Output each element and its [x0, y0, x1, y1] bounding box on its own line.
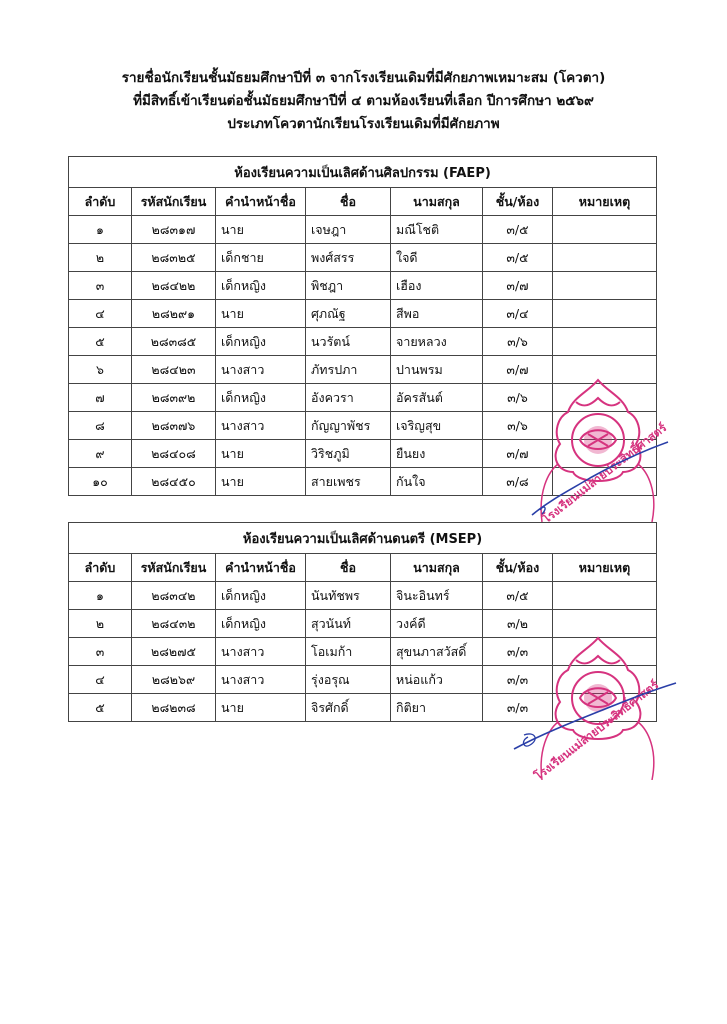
- cell-class: ๓/๓: [483, 666, 553, 694]
- header-col-note: หมายเหตุ: [553, 554, 657, 582]
- cell-no: ๒: [69, 610, 132, 638]
- cell-first-name: พิชฎา: [306, 272, 391, 300]
- cell-class: ๓/๔: [483, 300, 553, 328]
- cell-student-id: ๒๘๓๘๕: [132, 328, 216, 356]
- header-col-no: ลำดับ: [69, 554, 132, 582]
- header-col-student-id: รหัสนักเรียน: [132, 188, 216, 216]
- cell-no: ๒: [69, 244, 132, 272]
- cell-no: ๓: [69, 272, 132, 300]
- header-col-last-name: นามสกุล: [391, 554, 483, 582]
- cell-first-name: สุวนันท์: [306, 610, 391, 638]
- cell-first-name: อังควรา: [306, 384, 391, 412]
- cell-prefix: นางสาว: [216, 356, 306, 384]
- cell-last-name: มณีโชติ: [391, 216, 483, 244]
- cell-prefix: นาย: [216, 440, 306, 468]
- cell-first-name: วิริชภูมิ: [306, 440, 391, 468]
- cell-prefix: เด็กหญิง: [216, 582, 306, 610]
- cell-student-id: ๒๘๓๗๖: [132, 412, 216, 440]
- cell-prefix: เด็กหญิง: [216, 384, 306, 412]
- cell-last-name: สุขนภาสวัสดิ์: [391, 638, 483, 666]
- cell-last-name: สีพอ: [391, 300, 483, 328]
- cell-last-name: หน่อแก้ว: [391, 666, 483, 694]
- page-title-line-2: ที่มีสิทธิ์เข้าเรียนต่อชั้นมัธยมศึกษาปีที่ ๔ ตามห้องเรียนที่เลือก ปีการศึกษา ๒๕๖๙: [133, 93, 594, 109]
- signature-stroke-2: [510, 675, 680, 755]
- cell-last-name: กันใจ: [391, 468, 483, 496]
- cell-student-id: ๒๘๓๔๒: [132, 582, 216, 610]
- cell-last-name: จายหลวง: [391, 328, 483, 356]
- cell-prefix: นาย: [216, 468, 306, 496]
- cell-note: [553, 272, 657, 300]
- table-row: [69, 272, 657, 300]
- header-col-first-name: ชื่อ: [306, 554, 391, 582]
- cell-student-id: ๒๘๔๐๘: [132, 440, 216, 468]
- cell-last-name: ใจดี: [391, 244, 483, 272]
- cell-class: ๓/๘: [483, 468, 553, 496]
- cell-class: ๓/๖: [483, 328, 553, 356]
- cell-note: [553, 582, 657, 610]
- cell-first-name: กัญญาพัชร: [306, 412, 391, 440]
- header-col-student-id: รหัสนักเรียน: [132, 554, 216, 582]
- cell-note: [553, 300, 657, 328]
- signature-stroke-1: [530, 430, 670, 520]
- cell-last-name: เจริญสุข: [391, 412, 483, 440]
- header-col-no: ลำดับ: [69, 188, 132, 216]
- page-title-line-3: ประเภทโควตานักเรียนโรงเรียนเดิมที่มีศักยภาพ: [227, 116, 500, 132]
- cell-no: ๙: [69, 440, 132, 468]
- cell-first-name: เจษฎา: [306, 216, 391, 244]
- cell-no: ๑: [69, 582, 132, 610]
- header-col-last-name: นามสกุล: [391, 188, 483, 216]
- cell-prefix: เด็กหญิง: [216, 610, 306, 638]
- cell-student-id: ๒๘๔๕๐: [132, 468, 216, 496]
- table-row: [69, 216, 657, 244]
- table-title: ห้องเรียนความเป็นเลิศด้านดนตรี (MSEP): [69, 523, 657, 554]
- cell-class: ๓/๖: [483, 384, 553, 412]
- cell-prefix: เด็กชาย: [216, 244, 306, 272]
- cell-last-name: ปานพรม: [391, 356, 483, 384]
- table-title: ห้องเรียนความเป็นเลิศด้านศิลปกรรม (FAEP): [69, 157, 657, 188]
- cell-prefix: นางสาว: [216, 666, 306, 694]
- cell-student-id: ๒๘๒๙๑: [132, 300, 216, 328]
- header-col-class: ชั้น/ห้อง: [483, 188, 553, 216]
- cell-student-id: ๒๘๔๒๒: [132, 272, 216, 300]
- cell-note: [553, 216, 657, 244]
- cell-student-id: ๒๘๓๒๕: [132, 244, 216, 272]
- cell-first-name: รุ่งอรุณ: [306, 666, 391, 694]
- cell-student-id: ๒๘๓๑๗: [132, 216, 216, 244]
- cell-first-name: พงศ์สรร: [306, 244, 391, 272]
- cell-no: ๑: [69, 216, 132, 244]
- seal-text-2: โรงเรียนแม่สายประสิทธิ์ศาสตร์: [531, 677, 662, 784]
- table-row: [69, 300, 657, 328]
- page-title-line-1: รายชื่อนักเรียนชั้นมัธยมศึกษาปีที่ ๓ จากโรงเรียนเดิมที่มีศักยภาพเหมาะสม (โควตา): [121, 70, 606, 86]
- cell-student-id: ๒๘๒๖๙: [132, 666, 216, 694]
- cell-no: ๕: [69, 328, 132, 356]
- header-col-first-name: ชื่อ: [306, 188, 391, 216]
- header-col-note: หมายเหตุ: [553, 188, 657, 216]
- cell-student-id: ๒๘๔๓๒: [132, 610, 216, 638]
- cell-no: ๔: [69, 666, 132, 694]
- cell-no: ๘: [69, 412, 132, 440]
- cell-last-name: วงค์ดี: [391, 610, 483, 638]
- cell-last-name: ยืนยง: [391, 440, 483, 468]
- cell-prefix: นาย: [216, 300, 306, 328]
- cell-class: ๓/๕: [483, 216, 553, 244]
- cell-no: ๖: [69, 356, 132, 384]
- cell-first-name: นันทัชพร: [306, 582, 391, 610]
- cell-first-name: จิรศักดิ์: [306, 694, 391, 722]
- cell-note: [553, 244, 657, 272]
- cell-student-id: ๒๘๔๒๓: [132, 356, 216, 384]
- cell-class: ๓/๖: [483, 412, 553, 440]
- cell-prefix: นาย: [216, 216, 306, 244]
- cell-student-id: ๒๘๓๙๒: [132, 384, 216, 412]
- cell-note: [553, 328, 657, 356]
- cell-first-name: สายเพชร: [306, 468, 391, 496]
- cell-last-name: เฮือง: [391, 272, 483, 300]
- seal-text: โรงเรียนแม่สายประสิทธิ์ศาสตร์: [539, 420, 670, 527]
- cell-no: ๔: [69, 300, 132, 328]
- cell-class: ๓/๓: [483, 638, 553, 666]
- cell-no: ๗: [69, 384, 132, 412]
- cell-class: ๓/๗: [483, 356, 553, 384]
- cell-class: ๓/๕: [483, 582, 553, 610]
- table-row: [69, 244, 657, 272]
- cell-last-name: กิติยา: [391, 694, 483, 722]
- cell-prefix: เด็กหญิง: [216, 272, 306, 300]
- table-row: [69, 582, 657, 610]
- cell-prefix: นางสาว: [216, 638, 306, 666]
- cell-student-id: ๒๘๒๓๘: [132, 694, 216, 722]
- cell-no: ๓: [69, 638, 132, 666]
- cell-last-name: อัครสันต์: [391, 384, 483, 412]
- cell-no: ๑๐: [69, 468, 132, 496]
- cell-class: ๓/๕: [483, 244, 553, 272]
- cell-class: ๓/๓: [483, 694, 553, 722]
- header-col-prefix: คำนำหน้าชื่อ: [216, 554, 306, 582]
- cell-class: ๓/๒: [483, 610, 553, 638]
- header-col-prefix: คำนำหน้าชื่อ: [216, 188, 306, 216]
- cell-student-id: ๒๘๒๗๕: [132, 638, 216, 666]
- cell-first-name: ศุภณัฐ: [306, 300, 391, 328]
- cell-prefix: เด็กหญิง: [216, 328, 306, 356]
- header-col-class: ชั้น/ห้อง: [483, 554, 553, 582]
- cell-class: ๓/๗: [483, 440, 553, 468]
- cell-no: ๕: [69, 694, 132, 722]
- cell-last-name: จินะอินทร์: [391, 582, 483, 610]
- cell-first-name: ภัทรปภา: [306, 356, 391, 384]
- cell-first-name: โอเมก้า: [306, 638, 391, 666]
- table-row: [69, 328, 657, 356]
- cell-first-name: นวรัตน์: [306, 328, 391, 356]
- cell-prefix: นางสาว: [216, 412, 306, 440]
- cell-class: ๓/๗: [483, 272, 553, 300]
- cell-prefix: นาย: [216, 694, 306, 722]
